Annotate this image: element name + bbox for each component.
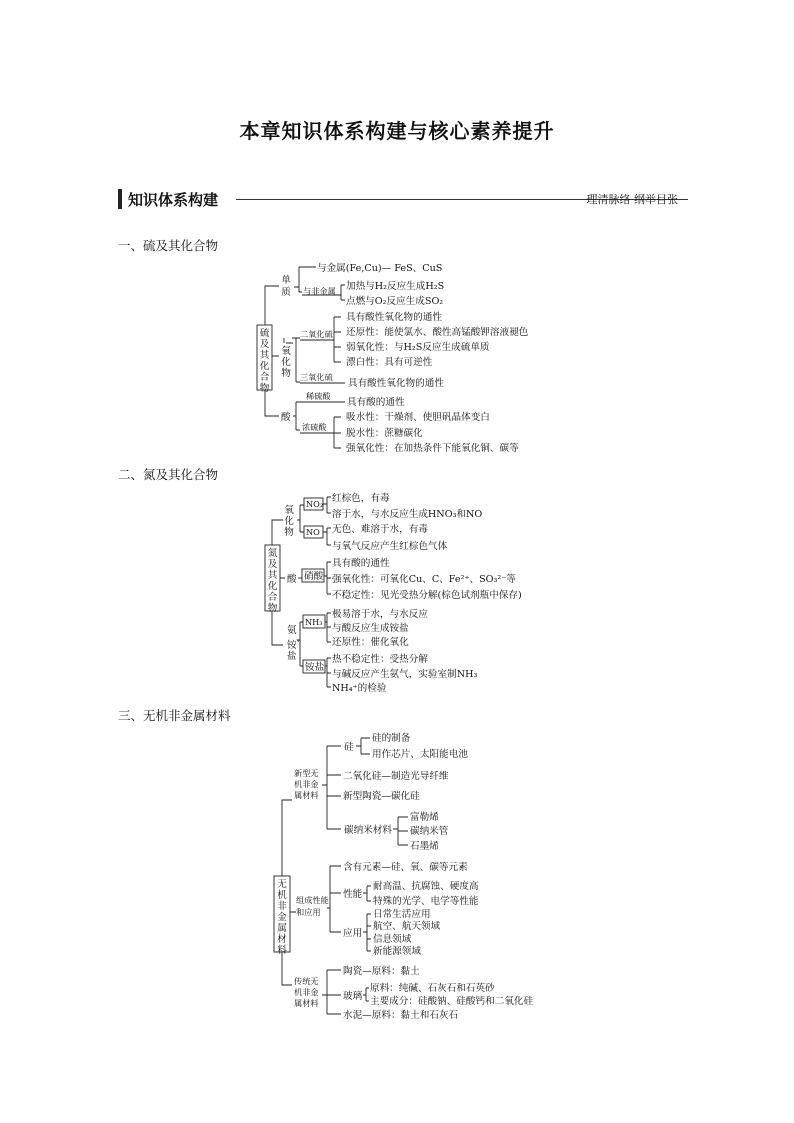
sulfur-diagram xyxy=(257,262,529,454)
sulfur-oxide-label xyxy=(281,345,291,379)
nonmetal-comp-bracket xyxy=(327,866,341,932)
nitrogen-hno3-label: 硝酸 xyxy=(304,571,324,582)
sulfur-so2-label: 二氧化硫 xyxy=(300,329,333,339)
svg-text:物: 物 xyxy=(259,383,270,394)
nitrogen-oxide-bracket xyxy=(297,505,304,532)
svg-text:硫: 硫 xyxy=(259,328,270,339)
nonmetal-trad-label xyxy=(294,976,319,1008)
nonmetal-nano-2: 碳纳米管 xyxy=(410,826,449,837)
page-title: 本章知识体系构建与核心素养提升 xyxy=(239,119,555,143)
svg-text:组成性能: 组成性能 xyxy=(296,895,329,905)
nonmetal-nano-1: 富勒烯 xyxy=(410,812,439,823)
nitrogen-hno3-prop1: 具有酸的通性 xyxy=(332,558,390,569)
sulfur-conc-prop2: 脱水性：蔗糖碳化 xyxy=(346,428,423,439)
nitrogen-acid-label: 酸 xyxy=(287,574,297,585)
heading-sulfur: 一、硫及其化合物 xyxy=(118,238,219,253)
nonmetal-perf-1: 耐高温、抗腐蚀、硬度高 xyxy=(373,881,479,892)
svg-text:合: 合 xyxy=(267,592,278,603)
nitrogen-no-prop2: 与氧气反应产生红棕色气体 xyxy=(332,541,448,552)
svg-text:及: 及 xyxy=(267,559,278,570)
heading-nonmetal: 三、无机非金属材料 xyxy=(118,708,231,723)
svg-text:化: 化 xyxy=(284,516,294,527)
nonmetal-new-bracket xyxy=(322,746,341,829)
svg-text:物: 物 xyxy=(267,603,278,614)
nonmetal-diagram xyxy=(274,732,533,1021)
svg-text:料: 料 xyxy=(277,945,287,956)
svg-text:材: 材 xyxy=(277,934,287,945)
svg-text:氧: 氧 xyxy=(281,346,291,357)
sulfur-so2-prop2: 还原性：能使氯水、酸性高锰酸钾溶液褪色 xyxy=(346,327,529,338)
nitrogen-nh3-label: NH₃ xyxy=(305,617,323,627)
svg-text:及: 及 xyxy=(259,339,270,350)
sulfur-so2-form: 点燃与O₂反应生成SO₂ xyxy=(346,296,444,307)
nonmetal-glass-1: 原料：纯碱、石灰石和石英砂 xyxy=(370,983,495,994)
nitrogen-salt-label: 铵盐 xyxy=(305,662,325,673)
svg-text:机非金: 机非金 xyxy=(294,987,319,997)
sulfur-so2-prop3: 弱氧化性：与H₂S反应生成硫单质 xyxy=(346,342,490,353)
nitrogen-hno3-prop2: 强氧化性：可氧化Cu、C、Fe²⁺、SO₃²⁻等 xyxy=(332,574,516,585)
svg-text:、: 、 xyxy=(296,633,306,644)
svg-text:属材料: 属材料 xyxy=(294,790,319,800)
svg-text:和应用: 和应用 xyxy=(296,907,321,917)
svg-text:金: 金 xyxy=(277,912,287,923)
svg-text:氧: 氧 xyxy=(284,505,294,516)
svg-text:新型无: 新型无 xyxy=(294,768,319,778)
sulfur-danzhi-metal: 与金属(Fe,Cu)— FeS、CuS xyxy=(317,263,443,274)
svg-text:氨: 氨 xyxy=(287,625,297,636)
sulfur-danzhi-nonmetal: 与非金属 xyxy=(303,286,336,296)
nonmetal-si-bracket xyxy=(356,738,370,754)
nonmetal-new-label xyxy=(294,768,319,800)
nitrogen-hno3-prop3: 不稳定性：见光受热分解(棕色试剂瓶中保存) xyxy=(332,590,522,601)
nonmetal-glass-bracket xyxy=(363,988,369,1001)
nonmetal-glass-2: 主要成分：硅酸钠、硅酸钙和二氧化硅 xyxy=(370,996,534,1007)
nitrogen-no2-prop1: 红棕色，有毒 xyxy=(332,493,390,504)
sulfur-dilute-prop: 具有酸的通性 xyxy=(347,397,405,408)
nonmetal-trad-bracket xyxy=(322,970,341,1014)
nonmetal-app-label: 应用 xyxy=(343,928,363,939)
nonmetal-perf-bracket xyxy=(363,886,371,901)
section-subtitle: 理清脉络 纲举目张 xyxy=(586,193,678,206)
nitrogen-no2-label: NO₂ xyxy=(306,499,324,509)
sulfur-h2s: 加热与H₂反应生成H₂S xyxy=(346,281,445,292)
sulfur-conc-prop3: 强氧化性：在加热条件下能氧化铜、碳等 xyxy=(346,443,519,454)
sulfur-so3-label: 三氧化硫 xyxy=(300,372,333,382)
nonmetal-app-1: 日常生活应用 xyxy=(373,909,431,920)
svg-text:合: 合 xyxy=(259,372,270,383)
nitrogen-diagram xyxy=(265,492,522,694)
nonmetal-nano-bracket xyxy=(393,817,408,845)
nonmetal-perf-2: 特殊的光学、电学等性能 xyxy=(373,896,479,907)
svg-text:物: 物 xyxy=(284,527,294,538)
svg-text:化: 化 xyxy=(267,581,278,592)
svg-text:其: 其 xyxy=(259,350,270,361)
sulfur-root-text xyxy=(260,327,270,394)
nonmetal-nano-3: 石墨烯 xyxy=(410,841,439,852)
nonmetal-comp-1: 含有元素—硅、氧、碳等元素 xyxy=(343,862,468,873)
nonmetal-app-3: 信息领域 xyxy=(373,934,412,945)
nonmetal-app-2: 航空、航天领域 xyxy=(373,921,441,932)
sulfur-acid-bracket xyxy=(293,402,300,430)
svg-text:单: 单 xyxy=(281,275,291,286)
nonmetal-root-text xyxy=(277,879,287,956)
nitrogen-nh3-prop3: 还原性：催化氧化 xyxy=(332,637,409,648)
section-title: 知识体系构建 xyxy=(128,191,219,209)
sulfur-dilute-label: 稀硫酸 xyxy=(306,391,331,401)
svg-text:无: 无 xyxy=(277,879,287,890)
nonmetal-comp-label xyxy=(296,895,329,917)
nitrogen-nh3-prop2: 与酸反应生成铵盐 xyxy=(332,623,409,634)
nitrogen-amm-bracket xyxy=(297,622,303,666)
svg-text:物: 物 xyxy=(281,368,291,379)
nitrogen-no-bracket xyxy=(323,528,331,545)
nonmetal-glass-label: 玻璃 xyxy=(343,991,363,1002)
nitrogen-no-prop1: 无色、难溶于水，有毒 xyxy=(332,524,428,535)
nitrogen-no2-prop2: 溶于水，与水反应生成HNO₃和NO xyxy=(332,509,483,520)
svg-text:属: 属 xyxy=(277,923,287,934)
nonmetal-sio2: 二氧化硅—制造光导纤维 xyxy=(343,771,449,782)
svg-text:非: 非 xyxy=(277,901,287,912)
nitrogen-nh3-bracket xyxy=(325,613,331,642)
nonmetal-si-label: 硅 xyxy=(344,742,354,753)
nonmetal-app-bracket xyxy=(363,914,371,951)
nitrogen-amm-label xyxy=(287,624,306,662)
nonmetal-nano-label: 碳纳米材料 xyxy=(344,825,392,836)
sulfur-conc-label: 浓硫酸 xyxy=(302,422,327,432)
svg-text:机: 机 xyxy=(277,890,287,901)
sulfur-danzhi-label xyxy=(281,274,291,298)
sulfur-so2-bracket xyxy=(300,317,341,362)
sulfur-so2-prop1: 具有酸性氧化物的通性 xyxy=(346,312,442,323)
nonmetal-pottery: 陶瓷—原料：黏土 xyxy=(343,966,420,977)
svg-text:化: 化 xyxy=(281,357,291,368)
nitrogen-salt-prop1: 热不稳定性：受热分解 xyxy=(332,654,428,665)
nitrogen-root-text xyxy=(268,547,278,614)
nonmetal-cement: 水泥—原料：黏土和石灰石 xyxy=(343,1010,459,1021)
nonmetal-si-prop2: 用作芯片、太阳能电池 xyxy=(372,749,468,760)
nitrogen-no-label: NO xyxy=(306,527,320,537)
svg-text:盐: 盐 xyxy=(287,651,297,662)
sulfur-so2-prop4: 漂白性：具有可逆性 xyxy=(346,357,433,368)
nitrogen-hno3-bracket xyxy=(324,562,331,594)
nonmetal-ceramic: 新型陶瓷—碳化硅 xyxy=(343,791,420,802)
nitrogen-nh3-prop1: 极易溶于水，与水反应 xyxy=(332,609,428,620)
nitrogen-oxide-label xyxy=(284,504,294,538)
nonmetal-app-4: 新能源领域 xyxy=(373,946,421,957)
sulfur-acid-label: 酸 xyxy=(281,412,291,423)
nitrogen-salt-bracket xyxy=(325,658,331,687)
svg-text:质: 质 xyxy=(281,287,291,298)
sulfur-conc-prop1: 吸水性：干燥剂、使胆矾晶体变白 xyxy=(346,412,490,423)
heading-nitrogen: 二、氮及其化合物 xyxy=(118,467,219,482)
svg-text:属材料: 属材料 xyxy=(294,998,319,1008)
svg-text:机非金: 机非金 xyxy=(294,779,319,789)
svg-text:传统无: 传统无 xyxy=(294,976,319,986)
nitrogen-salt-prop2: 与碱反应产生氨气，实验室制NH₃ xyxy=(332,669,478,680)
svg-text:铵: 铵 xyxy=(287,640,297,651)
nitrogen-no2-bracket xyxy=(323,497,331,513)
svg-text:氮: 氮 xyxy=(267,548,278,559)
nonmetal-si-prop1: 硅的制备 xyxy=(372,733,411,744)
sulfur-so3-prop: 具有酸性氧化物的通性 xyxy=(348,378,444,389)
nitrogen-salt-prop3: NH₄⁺的检验 xyxy=(332,683,387,694)
nonmetal-perf-label: 性能 xyxy=(343,889,363,900)
svg-text:其: 其 xyxy=(267,570,278,581)
svg-text:化: 化 xyxy=(259,361,270,372)
